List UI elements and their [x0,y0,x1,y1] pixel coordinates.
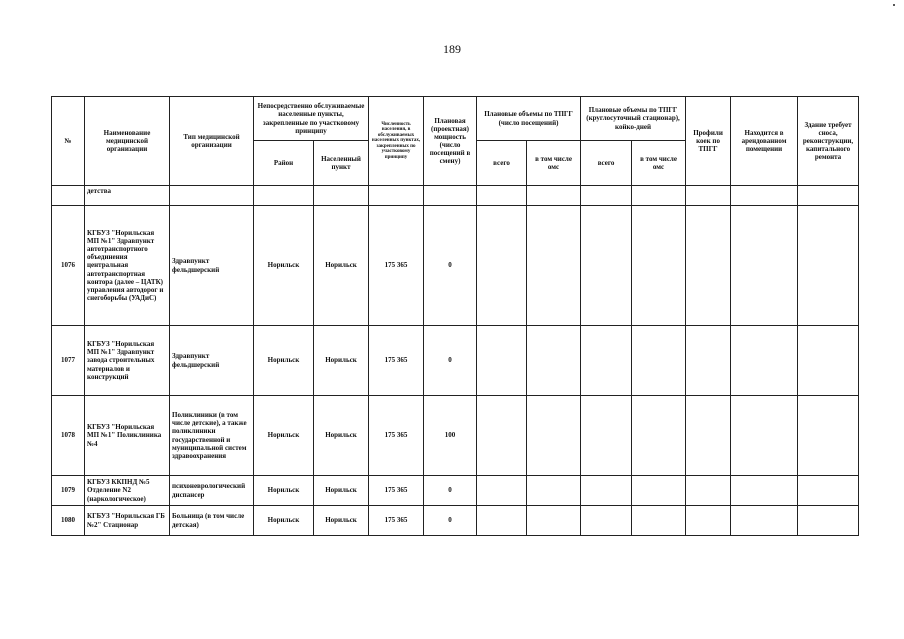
row-capacity: 0 [424,506,477,536]
table-row [52,396,859,476]
row-num: 1078 [52,396,85,476]
header-locality: Населенный пункт [314,141,369,186]
table-row [52,476,859,506]
row-name: КГБУЗ "Норильская МП №1" Поликлиника №4 [85,396,170,476]
row-type: Поликлиники (в том числе детские), а также поликлиники государственной и муниципальной систем здравоохранения [170,396,254,476]
row-num: 1077 [52,326,85,396]
row-capacity: 100 [424,396,477,476]
header-visits-oms: в том числе омс [527,141,581,186]
table-row-carry-over [52,186,859,206]
row-type: Здравпункт фельдшерский [170,326,254,396]
row-type: Больница (в том числе детская) [170,506,254,536]
header-reconstruction: Здание требует сноса, реконструкции, капитального ремонта [798,97,859,186]
table-row [52,326,859,396]
row-district: Норильск [254,396,314,476]
header-served-points: Непосредственно обслуживаемые населенные пункты, закрепленные по участковому принципу [254,97,369,141]
header-planned-visits: Плановые объемы по ТПГГ (число посещений) [477,97,581,141]
header-rented: Находится в арендованном помещении [731,97,798,186]
corner-dot-mark [893,4,895,6]
row-locality: Норильск [314,206,369,326]
row-population: 175 365 [369,206,424,326]
row-capacity: 0 [424,206,477,326]
row-locality: Норильск [314,506,369,536]
header-planned-beds: Плановые объемы по ТПГГ (круглосуточный стационар), койко-дней [581,97,686,141]
header-population: Численность населения, в обслуживаемых населенных пунктах, закрепленных по участковому принципу [369,97,424,186]
header-visits-total: всего [477,141,527,186]
row-district: Норильск [254,326,314,396]
row-num: 1076 [52,206,85,326]
row-population: 175 365 [369,476,424,506]
row-population: 175 365 [369,506,424,536]
row-population: 175 365 [369,326,424,396]
row-district: Норильск [254,506,314,536]
row-type: Здравпункт фельдшерский [170,206,254,326]
row-district: Норильск [254,206,314,326]
header-type: Тип медицинской организации [170,97,254,186]
header-bed-profiles: Профили коек по ТПГГ [686,97,731,186]
row-district: Норильск [254,476,314,506]
row-name: КГБУЗ ККПНД №5 Отделение N2 (наркологическое) [85,476,170,506]
row-num: 1079 [52,476,85,506]
row-num: 1080 [52,506,85,536]
header-district: Район [254,141,314,186]
medical-organizations-table [51,96,859,536]
row-locality: Норильск [314,476,369,506]
carry-over-text: детства [85,186,170,206]
row-name: КГБУЗ "Норильская МП №1" Здравпункт завода строительных материалов и конструкций [85,326,170,396]
row-locality: Норильск [314,396,369,476]
header-name: Наименование медицинской организации [85,97,170,186]
header-beds-total: всего [581,141,632,186]
row-capacity: 0 [424,326,477,396]
row-name: КГБУЗ "Норильская МП №1" Здравпункт автотранспортного объединения центральная автотранспортная контора (далее – ЦАТК) управления автодорог и снегоборьбы (УАДиС) [85,206,170,326]
header-beds-oms: в том числе омс [632,141,686,186]
row-locality: Норильск [314,326,369,396]
row-name: КГБУЗ "Норильская ГБ №2" Стационар [85,506,170,536]
table-row [52,506,859,536]
header-num: № [52,97,85,186]
row-type: психоневрологический диспансер [170,476,254,506]
row-capacity: 0 [424,476,477,506]
header-capacity: Плановая (проектная) мощность (число посещений в смену) [424,97,477,186]
row-population: 175 365 [369,396,424,476]
page-number: 189 [443,42,461,56]
table-row [52,206,859,326]
header-row-top [52,97,859,141]
